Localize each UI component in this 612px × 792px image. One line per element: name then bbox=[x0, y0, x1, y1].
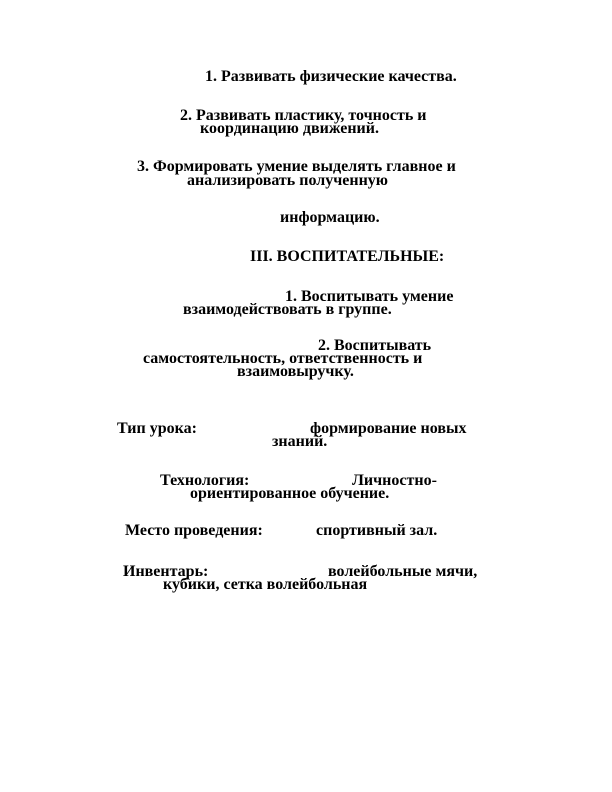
equipment-value-line-1: волейбольные мячи, bbox=[328, 563, 478, 580]
technology-value-line-1: Личностно- bbox=[352, 472, 437, 489]
location-value: спортивный зал. bbox=[316, 522, 438, 539]
section-heading-educational: III. ВОСПИТАТЕЛЬНЫЕ: bbox=[250, 248, 445, 265]
edu-item-2-line-2: самостоятельность, ответственность и bbox=[143, 350, 423, 367]
lesson-type-value-line-1: формирование новых bbox=[310, 420, 467, 437]
edu-item-1-line-2: взаимодействовать в группе. bbox=[183, 301, 392, 318]
goal-item-2-line-2: координацию движений. bbox=[200, 120, 379, 137]
lesson-type-label: Тип урока: bbox=[117, 420, 197, 437]
lesson-type-value-line-2: знаний. bbox=[272, 433, 328, 450]
location-label: Место проведения: bbox=[125, 522, 263, 539]
edu-item-2-line-1: 2. Воспитывать bbox=[318, 337, 432, 354]
goal-item-3-line-1: 3. Формировать умение выделять главное и bbox=[137, 158, 456, 175]
goal-item-2-line-1: 2. Развивать пластику, точность и bbox=[180, 107, 427, 124]
equipment-label: Инвентарь: bbox=[123, 563, 209, 580]
technology-value-line-2: ориентированное обучение. bbox=[190, 485, 390, 502]
goal-item-1: 1. Развивать физические качества. bbox=[205, 68, 457, 85]
edu-item-2-line-3: взаимовыручку. bbox=[237, 363, 354, 380]
goal-item-3-line-3: информацию. bbox=[280, 209, 380, 226]
technology-label: Технология: bbox=[160, 472, 250, 489]
edu-item-1-line-1: 1. Воспитывать умение bbox=[285, 288, 454, 305]
equipment-value-line-2: кубики, сетка волейбольная bbox=[163, 576, 368, 593]
goal-item-3-line-2: анализировать полученную bbox=[187, 172, 389, 189]
